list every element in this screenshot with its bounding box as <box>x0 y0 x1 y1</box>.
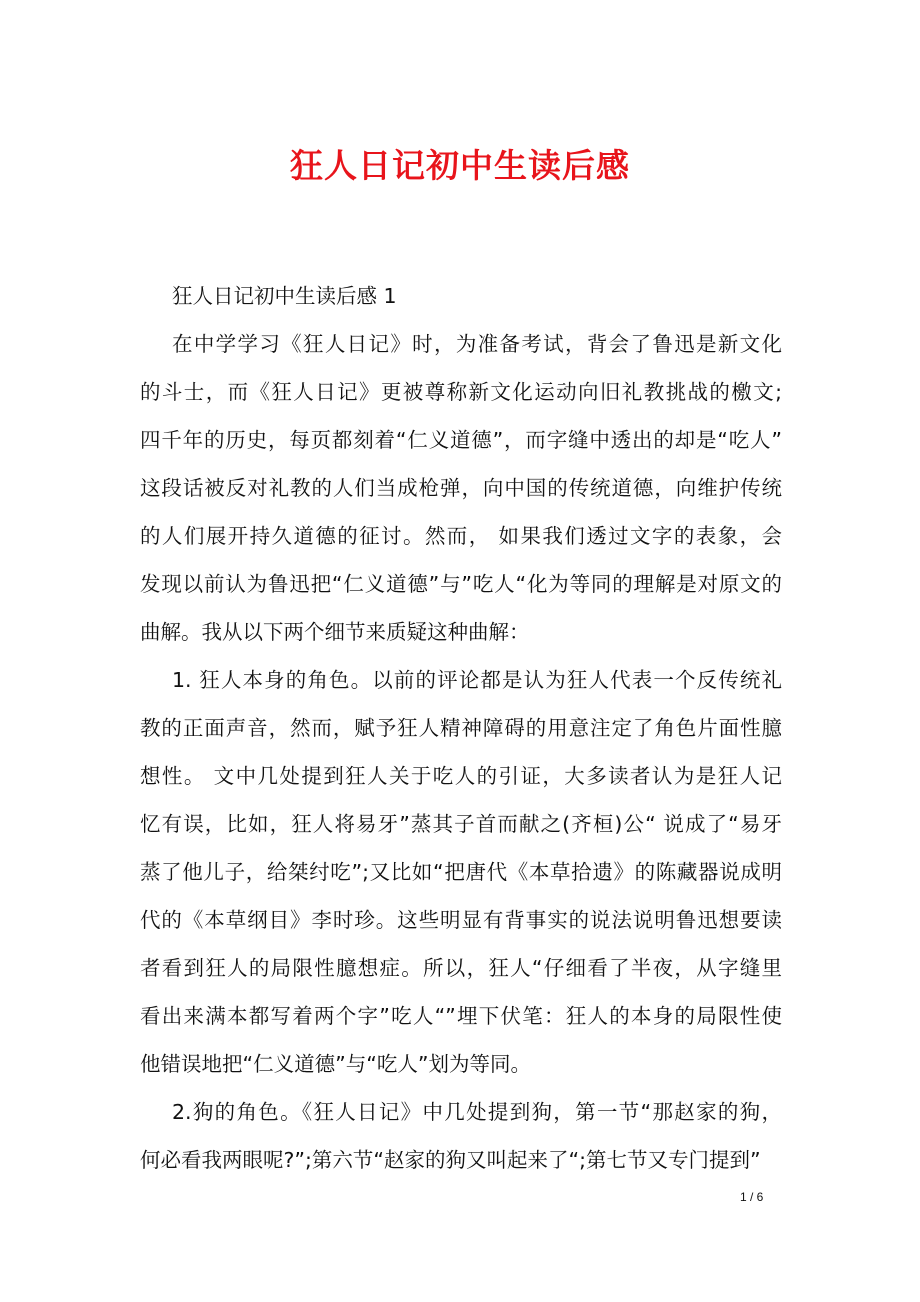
document-body <box>140 272 782 1184</box>
page-number: 1 / 6 <box>740 1190 764 1204</box>
paragraph-line: 教的正面声音，然而，赋予狂人精神障碍的用意注定了角色片面性臆 <box>140 716 782 740</box>
paragraph <box>140 656 782 1088</box>
section-heading: 狂人日记初中生读后感 1 <box>172 284 397 308</box>
paragraph <box>140 320 782 656</box>
paragraph-line: 四千年的历史，每页都刻着“仁义道德”，而字缝中透出的却是“吃人” <box>140 428 782 452</box>
paragraph-line: 看出来满本都写着两个字”吃人“”埋下伏笔：狂人的本身的局限性使 <box>140 1004 782 1028</box>
paragraph-line: 想性。 文中几处提到狂人关于吃人的引证，大多读者认为是狂人记 <box>140 764 782 788</box>
paragraph-line: 忆有误，比如，狂人将易牙”蒸其子首而献之(齐桓)公“ 说成了“易牙 <box>140 812 782 836</box>
paragraph-line: 在中学学习《狂人日记》时，为准备考试，背会了鲁迅是新文化 <box>172 332 782 356</box>
paragraph-line: 者看到狂人的局限性臆想症。所以，狂人“仔细看了半夜，从字缝里 <box>140 956 782 980</box>
paragraphs <box>140 320 782 1184</box>
paragraph-line: 代的《本草纲目》李时珍。这些明显有背事实的说法说明鲁迅想要读 <box>140 908 782 932</box>
paragraph-line: 蒸了他儿子，给桀纣吃”;又比如“把唐代《本草拾遗》的陈藏器说成明 <box>140 860 782 884</box>
paragraph-line: 他错误地把“仁义道德”与“吃人”划为等同。 <box>140 1052 531 1076</box>
paragraph-line: 何必看我两眼呢?”;第六节“赵家的狗又叫起来了“;第七节又专门提到” <box>140 1148 761 1172</box>
paragraph-line: 的人们展开持久道德的征讨。然而， 如果我们透过文字的表象，会 <box>140 524 782 548</box>
paragraph-line: 发现以前认为鲁迅把“仁义道德”与”吃人“化为等同的理解是对原文的 <box>140 572 782 596</box>
paragraph <box>140 1088 782 1184</box>
paragraph-line: 曲解。我从以下两个细节来质疑这种曲解： <box>140 620 530 644</box>
document-title: 狂人日记初中生读后感 <box>290 146 630 185</box>
paragraph-line: 1. 狂人本身的角色。以前的评论都是认为狂人代表一个反传统礼 <box>172 668 782 692</box>
paragraph-line: 的斗士，而《狂人日记》更被尊称新文化运动向旧礼教挑战的檄文; <box>140 380 782 404</box>
paragraph-line: 这段话被反对礼教的人们当成枪弹，向中国的传统道德，向维护传统 <box>140 476 782 500</box>
paragraph-line: 2.狗的角色。《狂人日记》中几处提到狗，第一节“那赵家的狗， <box>172 1100 782 1124</box>
